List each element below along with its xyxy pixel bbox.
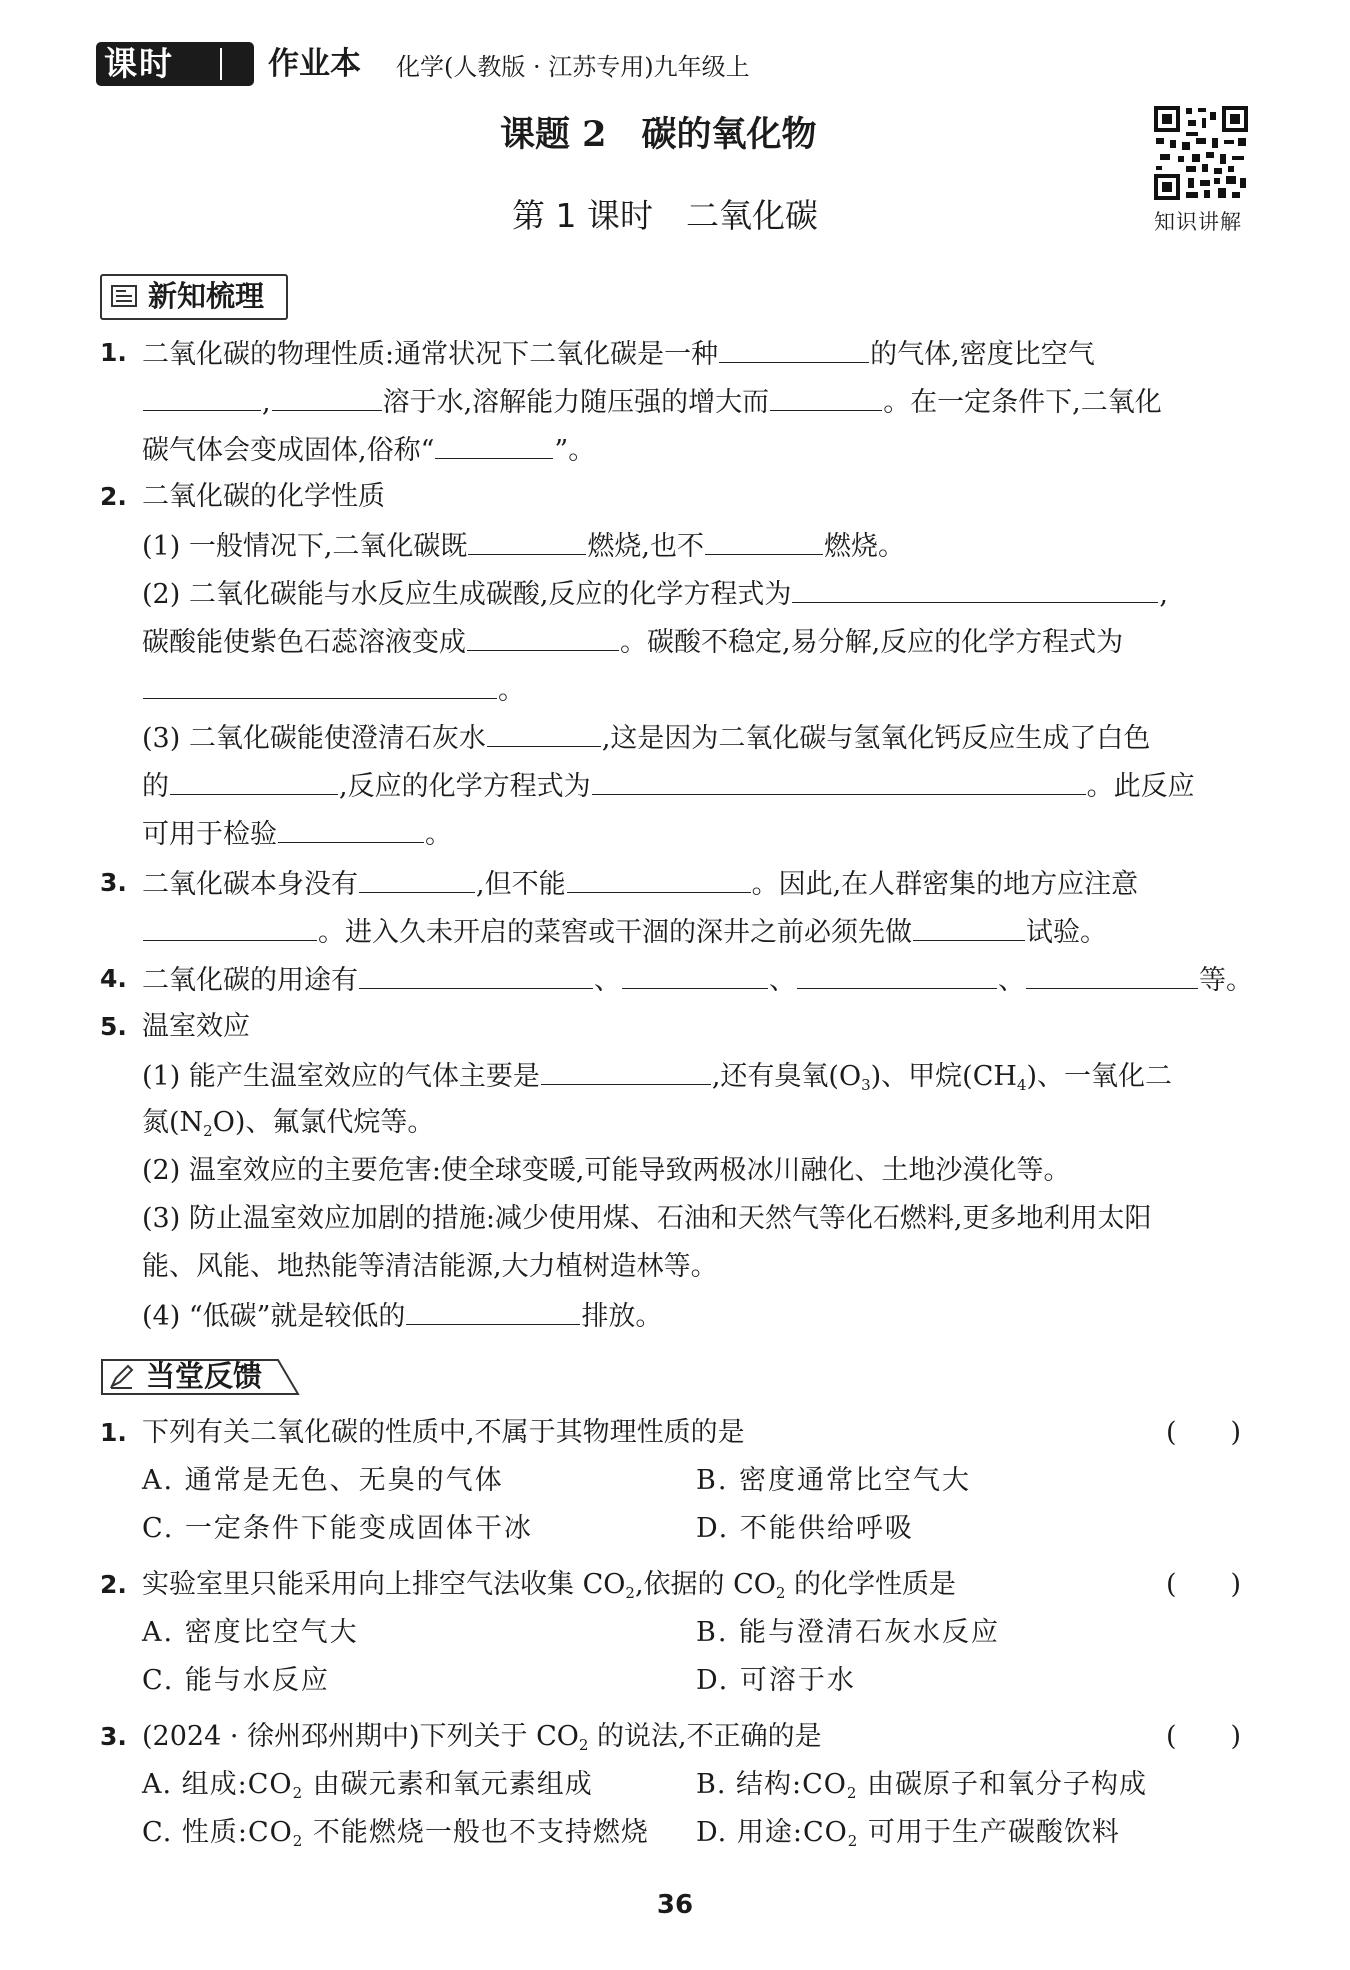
qr-caption: 知识讲解 — [1154, 210, 1242, 234]
q2-sub2-cont: 碳酸能使紫色石蕊溶液变成 。碳酸不稳定,易分解,反应的化学方程式为 — [142, 624, 1123, 660]
answer-blank[interactable] — [541, 1058, 711, 1085]
choice-c[interactable]: C. 一定条件下能变成固体干冰 — [142, 1513, 533, 1544]
answer-blank[interactable] — [143, 384, 261, 411]
choice-b[interactable]: B. 能与澄清石灰水反应 — [696, 1617, 1001, 1648]
q-number: 4. — [100, 964, 127, 993]
q3-text-1: 二氧化碳本身没有 ,但不能 。因此,在人群密集的地方应注意 — [142, 866, 1138, 902]
lesson-title: 课题 2 碳的氧化物 — [500, 114, 817, 155]
fill-q3 — [100, 866, 1260, 950]
answer-blank[interactable] — [143, 672, 497, 699]
brand-mark — [220, 48, 248, 80]
pen-icon — [108, 1362, 136, 1390]
q-number: 5. — [100, 1012, 127, 1041]
q2-sub2-eq: 。 — [142, 672, 525, 708]
answer-blank[interactable] — [468, 528, 586, 555]
answer-blank[interactable] — [487, 720, 601, 747]
q5-sub1: (1) 能产生温室效应的气体主要是 ,还有臭氧$(O_3)$、甲烷$(CH_4)$、一氧化二 — [142, 1058, 1172, 1094]
q1-text-2: , 溶于水,溶解能力随压强的增大而 。在一定条件下,二氧化 — [142, 384, 1162, 420]
q1-text-3: 碳气体会变成固体,俗称“ ”。 — [142, 432, 595, 468]
choice-d[interactable]: D. 不能供给呼吸 — [696, 1513, 914, 1544]
section-new-knowledge — [100, 274, 288, 320]
answer-blank[interactable] — [435, 432, 553, 459]
book-icon — [110, 282, 138, 310]
q5-sub1-cont: 氮$(N_2O)$、氟氯代烷等。 — [142, 1107, 435, 1140]
choice-a[interactable]: A. 通常是无色、无臭的气体 — [142, 1465, 504, 1496]
question-stem: 下列有关二氧化碳的性质中,不属于其物理性质的是 — [142, 1417, 745, 1448]
q2-sub3: (3) 二氧化碳能使澄清石灰水 ,这是因为二氧化碳与氢氧化钙反应生成了白色 — [142, 720, 1150, 756]
answer-blank[interactable] — [406, 1298, 580, 1325]
q-number: 1. — [100, 1418, 127, 1447]
answer-blank[interactable] — [567, 866, 751, 893]
answer-blank[interactable] — [792, 576, 1158, 603]
q2-sub3-end: 可用于检验 。 — [142, 816, 452, 852]
answer-blank[interactable] — [797, 962, 997, 989]
answer-blank[interactable] — [770, 384, 882, 411]
period-title: 第 1 课时 二氧化碳 — [512, 196, 818, 235]
q5-sub3: (3) 防止温室效应加剧的措施:减少使用煤、石油和天然气等化石燃料,更多地利用太阳 — [142, 1203, 1152, 1234]
q3-text-2: 。进入久未开启的菜窖或干涸的深井之前必须先做 试验。 — [142, 914, 1107, 950]
question-stem: 实验室里只能采用向上排空气法收集 $CO_2$,依据的 $CO_2$ 的化学性质是 — [142, 1569, 957, 1602]
q2-sub1: (1) 一般情况下,二氧化碳既 燃烧,也不 燃烧。 — [142, 528, 905, 564]
q-number: 2. — [100, 482, 127, 511]
answer-blank[interactable] — [359, 962, 593, 989]
brand-series: 作业本 — [268, 46, 361, 82]
book-info: 化学(人教版 · 江苏专用)九年级上 — [396, 53, 750, 81]
fill-q5 — [100, 1010, 1260, 1332]
answer-blank[interactable] — [592, 768, 1086, 795]
q4-text: 二氧化碳的用途有 、 、 、 等。 — [142, 962, 1253, 998]
answer-blank[interactable] — [359, 866, 475, 893]
answer-paren[interactable]: ( ) — [1166, 1417, 1242, 1448]
q5-sub3-cont: 能、风能、地热能等清洁能源,大力植树造林等。 — [142, 1251, 718, 1282]
q-number: 1. — [100, 338, 127, 367]
answer-blank[interactable] — [719, 336, 869, 363]
fill-q1 — [100, 336, 1260, 466]
answer-blank[interactable] — [278, 816, 424, 843]
q-number: 2. — [100, 1570, 127, 1599]
mc-q2 — [100, 1568, 1260, 1698]
answer-blank[interactable] — [170, 768, 338, 795]
choice-d[interactable]: D. 用途$:CO_2$ 可用于生产碳酸饮料 — [696, 1817, 1120, 1850]
answer-blank[interactable] — [705, 528, 823, 555]
q2-text-1: 二氧化碳的化学性质 — [142, 481, 385, 512]
choice-b[interactable]: B. 结构$:CO_2$ 由碳原子和氧分子构成 — [696, 1769, 1148, 1802]
q2-sub2: (2) 二氧化碳能与水反应生成碳酸,反应的化学方程式为 , — [142, 576, 1168, 612]
page-number: 36 — [656, 1890, 694, 1920]
answer-blank[interactable] — [467, 624, 619, 651]
brand-logo — [96, 42, 254, 86]
section-title: 当堂反馈 — [146, 1359, 263, 1393]
question-stem: (2024 · 徐州邳州期中)下列关于 $CO_2$ 的说法,不正确的是 — [142, 1721, 822, 1754]
mc-q3 — [100, 1720, 1260, 1850]
choice-b[interactable]: B. 密度通常比空气大 — [696, 1465, 972, 1496]
q-number: 3. — [100, 1722, 127, 1751]
q2-sub3-cont: 的 ,反应的化学方程式为 。此反应 — [142, 768, 1195, 804]
answer-paren[interactable]: ( ) — [1166, 1721, 1242, 1752]
q-number: 3. — [100, 868, 127, 897]
answer-blank[interactable] — [272, 384, 382, 411]
answer-blank[interactable] — [913, 914, 1025, 941]
q5-sub2: (2) 温室效应的主要危害:使全球变暖,可能导致两极冰川融化、土地沙漠化等。 — [142, 1155, 1071, 1186]
section-feedback — [100, 1356, 300, 1398]
brand-text: 课时 — [104, 44, 174, 83]
answer-blank[interactable] — [1026, 962, 1198, 989]
q5-text-1: 温室效应 — [142, 1011, 250, 1042]
q5-sub4: (4) “低碳”就是较低的 排放。 — [142, 1298, 662, 1334]
choice-a[interactable]: A. 组成$:CO_2$ 由碳元素和氧元素组成 — [142, 1769, 593, 1802]
choice-d[interactable]: D. 可溶于水 — [696, 1665, 856, 1696]
choice-a[interactable]: A. 密度比空气大 — [142, 1617, 359, 1648]
q1-text-1: 二氧化碳的物理性质:通常状况下二氧化碳是一种 的气体,密度比空气 — [142, 336, 1095, 372]
answer-blank[interactable] — [622, 962, 768, 989]
mc-q1 — [100, 1416, 1260, 1546]
choice-c[interactable]: C. 性质$:CO_2$ 不能燃烧一般也不支持燃烧 — [142, 1817, 649, 1850]
choice-c[interactable]: C. 能与水反应 — [142, 1665, 330, 1696]
fill-q4 — [100, 962, 1260, 998]
section-title: 新知梳理 — [148, 279, 265, 313]
qr-code[interactable] — [1152, 104, 1250, 202]
answer-paren[interactable]: ( ) — [1166, 1569, 1242, 1600]
fill-q2 — [100, 480, 1260, 852]
answer-blank[interactable] — [143, 914, 317, 941]
